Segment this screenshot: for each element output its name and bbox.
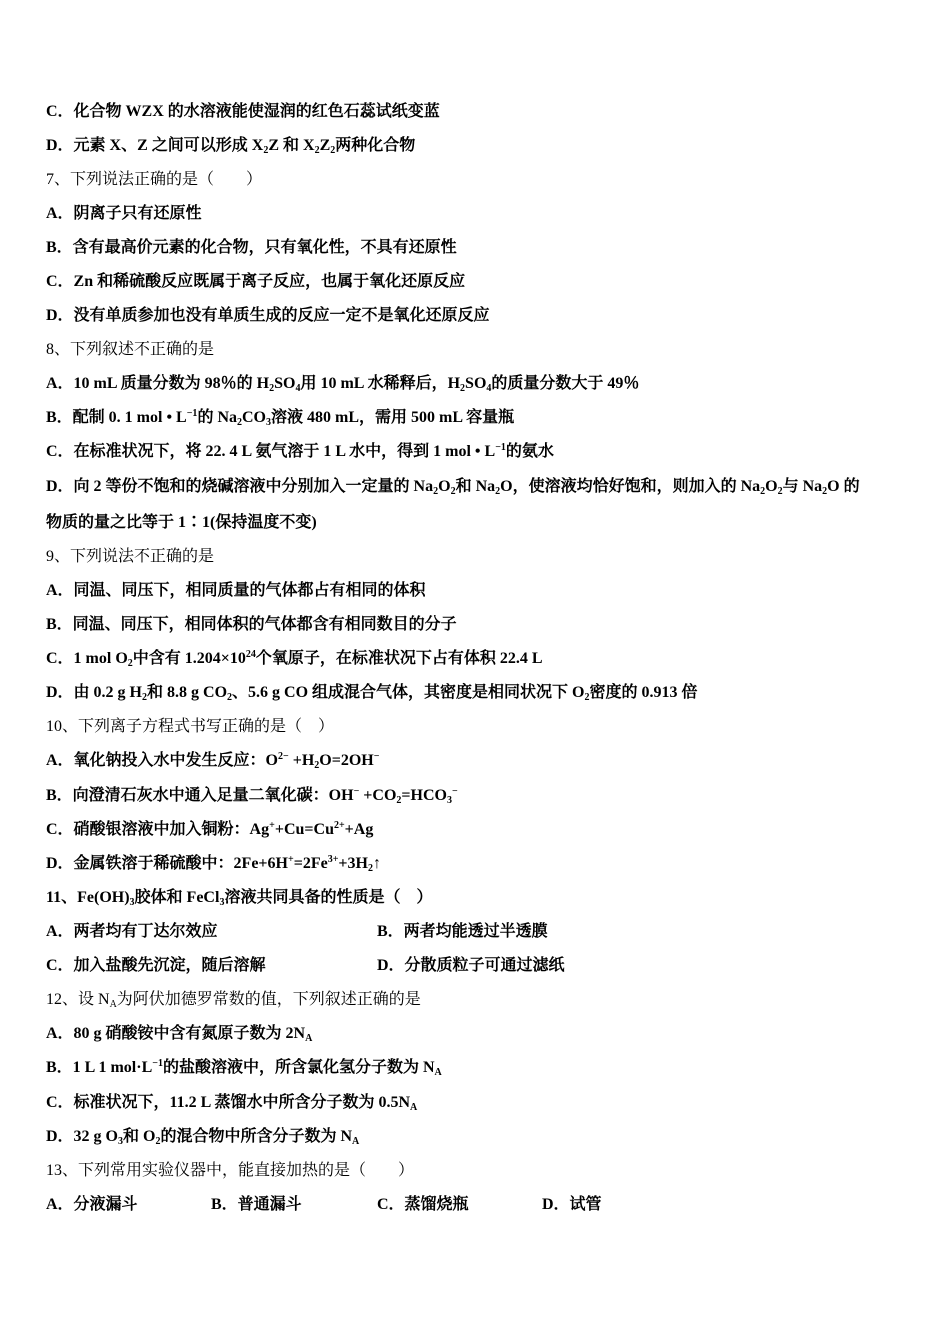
option-10d: D．金属铁溶于稀硫酸中：$2Fe+6H^+=2Fe^{3+}+3H_2↑$ bbox=[46, 854, 381, 874]
option-8a: A．10 mL 质量分数为 98％的 $H_2SO_4$用 10 mL 水稀释后，$H_2SO_4$的质量分数大于 49％ bbox=[46, 375, 640, 394]
option-6d: D．元素 X、Z 之间可以形成 $X_2Z$ 和 $X_2Z_2$两种化合物 bbox=[46, 137, 416, 156]
option-9d: D．由 0.2 g $H_2$和 8.8 g $CO_2$、5.6 g CO 组成混合气体，其密度是相同状况下 $O_2$密度的 0.913 倍 bbox=[46, 684, 698, 703]
option-11d: D．分散质粒子可通过滤纸 bbox=[377, 957, 565, 974]
question-9: 9、下列说法不正确的是 bbox=[46, 548, 215, 565]
options-11-row1 bbox=[46, 921, 910, 943]
option-7d: D．没有单质参加也没有单质生成的反应一定不是氧化还原反应 bbox=[46, 307, 490, 324]
question-12: 12、设 $N_A$为阿伏加德罗常数的值，下列叙述正确的是 bbox=[46, 991, 421, 1010]
option-8c: C．在标准状况下，将 22. 4 L 氨气溶于 1 L 水中，得到 1 mol • $L^{-1}$的氨水 bbox=[46, 442, 554, 460]
question-8: 8、下列叙述不正确的是 bbox=[46, 341, 215, 358]
option-8d-continued: 物质的量之比等于 1∶1(保持温度不变) bbox=[46, 514, 317, 531]
option-7b: B．含有最高价元素的化合物，只有氧化性，不具有还原性 bbox=[46, 239, 457, 256]
option-11b: B．两者均能透过半透膜 bbox=[377, 923, 548, 940]
option-13b: B．普通漏斗 bbox=[211, 1196, 302, 1213]
option-10b: B．向澄清石灰水中通入足量二氧化碳：$OH^- +CO_2=HCO_3^-$ bbox=[46, 786, 458, 806]
option-13c: C．蒸馏烧瓶 bbox=[377, 1196, 469, 1213]
option-10c: C．硝酸银溶液中加入铜粉：$Ag^++Cu=Cu^{2+}+Ag$ bbox=[46, 820, 374, 838]
option-13d: D．试管 bbox=[542, 1196, 602, 1213]
option-9c: C．1 mol $O_2$中含有 $1.204\times 10^{24}$个氧原子，在标准状况下占有体积 22.4 L bbox=[46, 649, 543, 669]
option-9b: B．同温、同压下，相同体积的气体都含有相同数目的分子 bbox=[46, 616, 457, 633]
option-8b: B．配制 0. 1 mol • $L^{-1}$的 $Na_2CO_3$溶液 480 mL，需用 500 mL 容量瓶 bbox=[46, 408, 515, 428]
option-10a: A．氧化钠投入水中发生反应：$O^{2-} +H_2O=2OH^-$ bbox=[46, 751, 380, 771]
question-11: 11、$Fe(OH)_3$胶体和 FeCl$_3$溶液共同具备的性质是（ ） bbox=[46, 889, 433, 908]
option-11a: A．两者均有丁达尔效应 bbox=[46, 923, 218, 940]
question-7: 7、下列说法正确的是（ ） bbox=[46, 171, 263, 188]
option-7a: A．阴离子只有还原性 bbox=[46, 205, 202, 222]
question-13: 13、下列常用实验仪器中，能直接加热的是（ ） bbox=[46, 1162, 415, 1179]
option-7c: C．Zn 和稀硫酸反应既属于离子反应，也属于氧化还原反应 bbox=[46, 273, 466, 290]
option-12d: D．32 g $O_3$和 $O_2$的混合物中所含分子数为 $N_A$ bbox=[46, 1128, 360, 1147]
question-10: 10、下列离子方程式书写正确的是（ ） bbox=[46, 718, 335, 735]
options-11-row2 bbox=[46, 955, 910, 977]
option-12b: B．1 L 1 $mol\cdot L^{-1}$的盐酸溶液中，所含氯化氢分子数为 $N_A$ bbox=[46, 1058, 442, 1078]
options-13 bbox=[46, 1194, 910, 1216]
option-6c: C．化合物 WZX 的水溶液能使湿润的红色石蕊试纸变蓝 bbox=[46, 103, 440, 120]
option-12a: A．80 g 硝酸铵中含有氮原子数为 $2N_A$ bbox=[46, 1025, 313, 1044]
option-11c: C．加入盐酸先沉淀，随后溶解 bbox=[46, 957, 266, 974]
option-13a: A．分液漏斗 bbox=[46, 1196, 138, 1213]
option-12c: C．标准状况下，11.2 L 蒸馏水中所含分子数为 $0.5N_A$ bbox=[46, 1094, 418, 1113]
option-8d: D．向 2 等份不饱和的烧碱溶液中分别加入一定量的 $Na_2O_2$和 $Na_2O$，使溶液均恰好饱和，则加入的 $Na_2O_2$与 $Na_2O$ 的 bbox=[46, 478, 860, 497]
option-9a: A．同温、同压下，相同质量的气体都占有相同的体积 bbox=[46, 582, 426, 599]
